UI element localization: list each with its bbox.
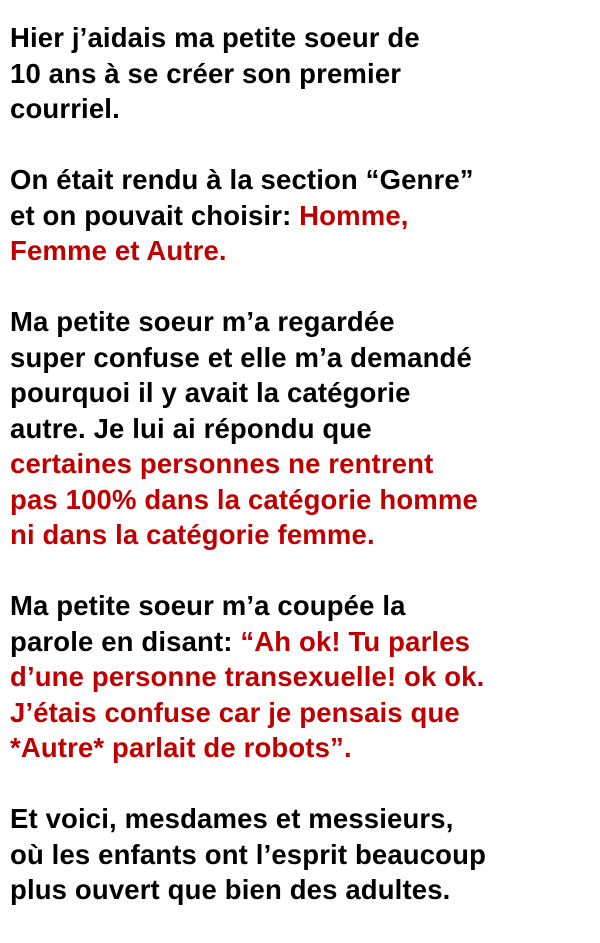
highlighted-text: certaines personnes ne rentrent: [10, 448, 434, 479]
body-text: autre. Je lui ai répondu que: [10, 412, 372, 444]
paragraph-2: [10, 162, 600, 269]
highlighted-text: Homme,: [299, 199, 409, 231]
body-text: courriel.: [10, 93, 120, 124]
text-line: [10, 233, 600, 269]
body-text: Ma petite soeur m’a regardée: [10, 306, 395, 337]
highlighted-text: d’une personne transexuelle! ok ok.: [10, 661, 485, 692]
text-line: [10, 91, 600, 127]
body-text: parole en disant:: [10, 625, 241, 657]
highlighted-text: “Ah ok! Tu parles: [240, 625, 471, 657]
text-line: [10, 375, 600, 411]
body-text: pourquoi il y avait la catégorie: [10, 377, 411, 408]
text-line: [10, 340, 600, 376]
text-line: [10, 162, 600, 198]
paragraph-1: [10, 20, 600, 127]
paragraph-5: [10, 801, 600, 908]
body-text: Ma petite soeur m’a coupée la: [10, 590, 406, 621]
text-line: [10, 20, 600, 56]
story-text: [10, 20, 600, 943]
text-line: [10, 872, 600, 908]
text-line: [10, 801, 600, 837]
text-line: [10, 56, 600, 92]
body-text: où les enfants ont l’esprit beaucoup: [10, 838, 487, 870]
text-line: [10, 304, 600, 340]
text-line: [10, 588, 600, 624]
paragraph-4: [10, 588, 600, 766]
body-text: On était rendu à la section “Genre”: [10, 164, 474, 195]
paragraph-3: [10, 304, 600, 553]
text-line: [10, 482, 600, 518]
highlighted-text: J’étais confuse car je pensais que: [10, 696, 460, 728]
body-text: super confuse et elle m’a demandé: [10, 341, 472, 373]
text-line: [10, 730, 600, 766]
highlighted-text: *Autre* parlait de robots”.: [10, 732, 352, 763]
text-line: [10, 446, 600, 482]
body-text: Et voici, mesdames et messieurs,: [10, 803, 454, 834]
text-line: [10, 411, 600, 447]
body-text: 10 ans à se créer son premier: [10, 57, 402, 89]
text-line: [10, 198, 600, 234]
text-line: [10, 659, 600, 695]
body-text: et on pouvait choisir:: [10, 199, 300, 231]
text-line: [10, 624, 600, 660]
text-line: [10, 837, 600, 873]
body-text: Hier j’aidais ma petite soeur de: [10, 22, 420, 53]
highlighted-text: Femme et Autre.: [10, 235, 227, 266]
body-text: plus ouvert que bien des adultes.: [10, 874, 451, 905]
text-line: [10, 695, 600, 731]
highlighted-text: pas 100% dans la catégorie homme: [10, 483, 478, 515]
highlighted-text: ni dans la catégorie femme.: [10, 519, 375, 550]
text-line: [10, 517, 600, 553]
